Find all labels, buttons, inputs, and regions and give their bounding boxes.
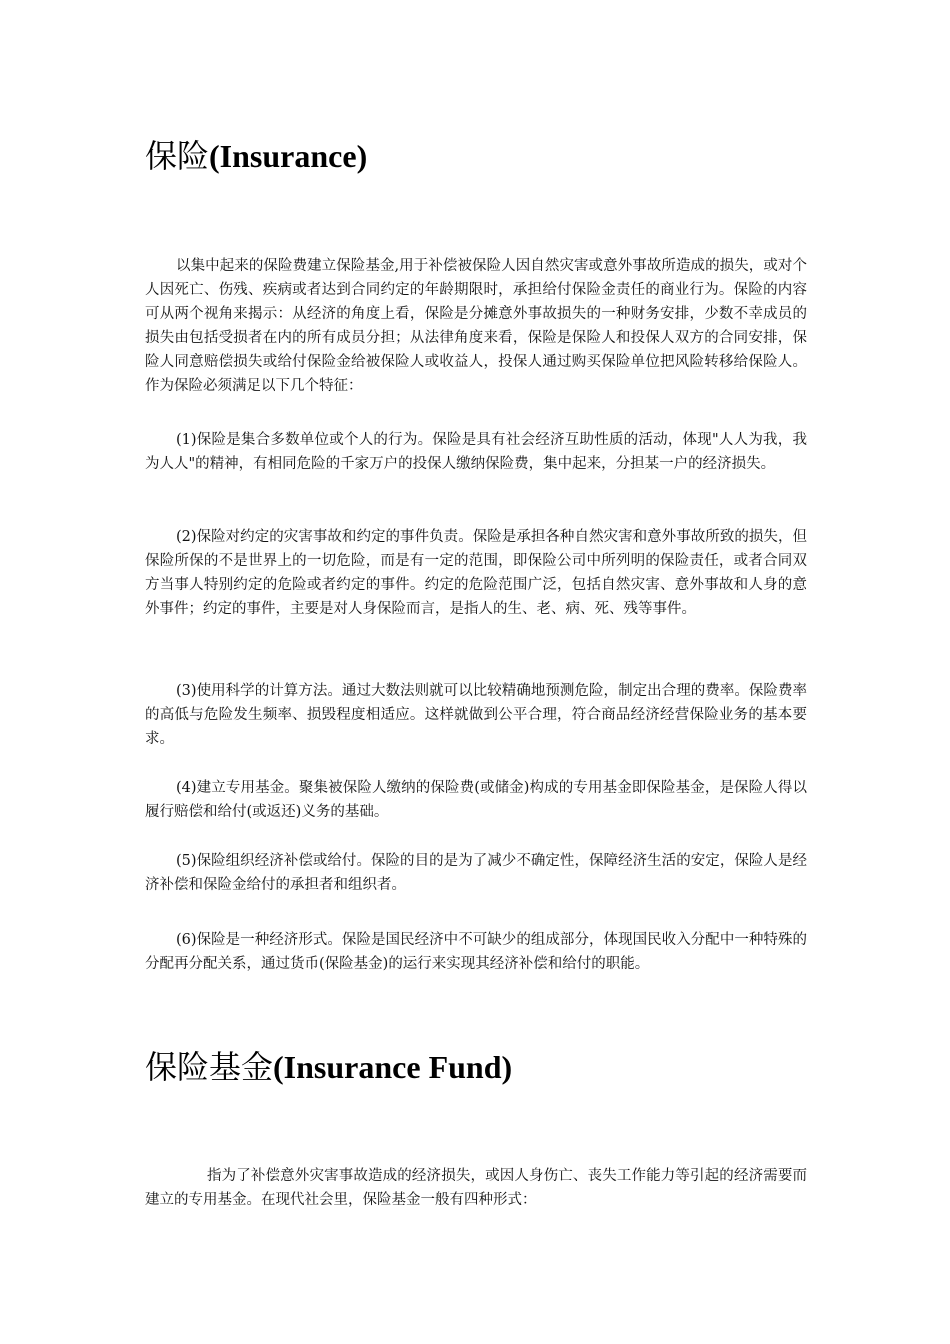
feature-paragraph-5: (5)保险组织经济补偿或给付。保险的目的是为了减少不确定性，保障经济生活的安定，保险人是经济补偿和保险金给付的承担者和组织者。: [145, 853, 807, 893]
feature-paragraph-6: (6)保险是一种经济形式。保险是国民经济中不可缺少的组成部分，体现国民收入分配中一种特殊的分配再分配关系，通过货币(保险基金)的运行来实现其经济补偿和给付的职能。: [145, 932, 807, 972]
feature-paragraph-4: (4)建立专用基金。聚集被保险人缴纳的保险费(或储金)构成的专用基金即保险基金，是保险人得以履行赔偿和给付(或返还)义务的基础。: [145, 780, 807, 820]
section-heading-insurance: [145, 136, 367, 176]
insurance-intro-paragraph: 以集中起来的保险费建立保险基金,用于补偿被保险人因自然灾害或意外事故所造成的损失，或对个人因死亡、伤残、疾病或者达到合同约定的年龄期限时，承担给付保险金责任的商业行为。保险的内容可从两个视角来揭示：从经济的角度上看，保险是分摊意外事故损失的一种财务安排，少数不幸成员的损失由包括受损者在内的所有成员分担；从法律角度来看，保险是保险人和投保人双方的合同安排，保险人同意赔偿损失或给付保险金给被保险人或收益人，投保人通过购买保险单位把风险转移给保险人。作为保险必须满足以下几个特征：: [145, 258, 807, 394]
feature-paragraph-1: (1)保险是集合多数单位或个人的行为。保险是具有社会经济互助性质的活动，体现"人人为我，我为人人"的精神，有相同危险的千家万户的投保人缴纳保险费，集中起来，分担某一户的经济损失。: [145, 432, 807, 472]
heading-en: (Insurance): [209, 138, 368, 174]
heading-zh: 保险: [145, 137, 210, 175]
feature-paragraph-3: (3)使用科学的计算方法。通过大数法则就可以比较精确地预测危险，制定出合理的费率。保险费率的高低与危险发生频率、损毁程度相适应。这样就做到公平合理，符合商品经济经营保险业务的基本要求。: [145, 683, 807, 747]
heading-en: (Insurance Fund): [273, 1049, 513, 1085]
heading-zh: 保险基金: [145, 1048, 274, 1086]
section-heading-insurance-fund: [145, 1047, 512, 1087]
feature-paragraph-2: (2)保险对约定的灾害事故和约定的事件负责。保险是承担各种自然灾害和意外事故所致的损失，但保险所保的不是世界上的一切危险，而是有一定的范围，即保险公司中所列明的保险责任，或者合同双方当事人特别约定的危险或者约定的事件。约定的危险范围广泛，包括自然灾害、意外事故和人身的意外事件；约定的事件，主要是对人身保险而言，是指人的生、老、病、死、残等事件。: [145, 529, 807, 617]
insurance-fund-intro-paragraph: 指为了补偿意外灾害事故造成的经济损失，或因人身伤亡、丧失工作能力等引起的经济需要而建立的专用基金。在现代社会里，保险基金一般有四种形式：: [145, 1168, 807, 1208]
